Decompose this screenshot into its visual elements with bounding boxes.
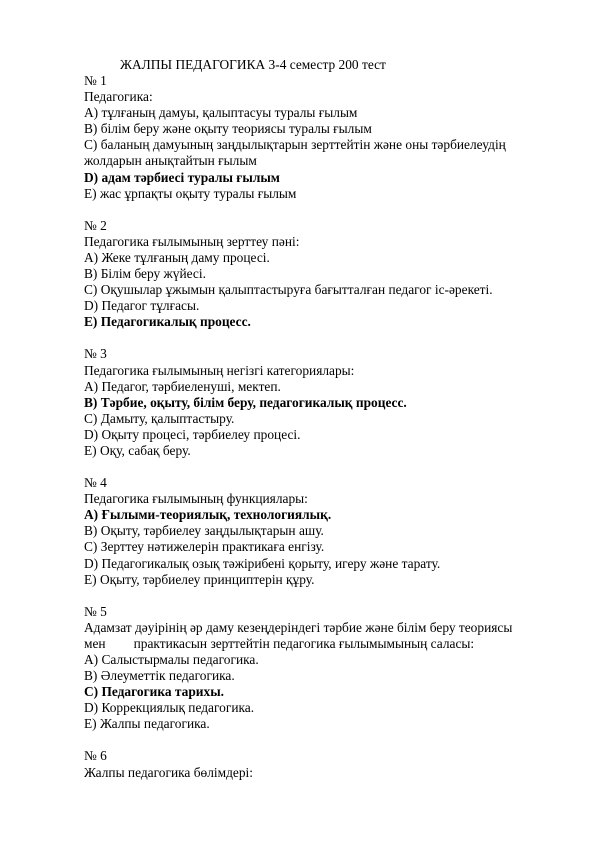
question-text-line-2 <box>84 636 554 652</box>
question-2 <box>84 218 554 331</box>
answer-option-a-correct: A) Ғылыми-теориялық, технологиялық. <box>84 507 332 523</box>
answer-option-a: A) тұлғаның дамуы, қалыптасуы туралы ғылым <box>84 105 358 121</box>
question-number: № 1 <box>84 73 107 88</box>
document-title: ЖАЛПЫ ПЕДАГОГИКА 3-4 семестр 200 тест <box>120 57 386 72</box>
question-text: Педагогика ғылымының функциялары: <box>84 491 308 507</box>
answer-option-a: A) Жеке тұлғаның даму процесі. <box>84 249 270 265</box>
test-questions <box>84 73 554 781</box>
answer-option-a: A) Педагог, тәрбиеленуші, мектеп. <box>84 378 281 394</box>
question-text-line-1: Адамзат дәуірінің әр даму кезеңдеріндегі тәрбие және білім беру теориясы <box>84 619 513 635</box>
answer-option-d: D) Педагогикалық озық тәжірибені қорыту, игеру және тарату. <box>84 555 441 571</box>
answer-option-b: B) Оқыту, тәрбиелеу заңдылықтарын ашу. <box>84 523 324 539</box>
question-text: Жалпы педагогика бөлімдері: <box>84 764 253 780</box>
spacer <box>84 732 554 748</box>
spacer <box>84 588 554 604</box>
question-5 <box>84 604 554 733</box>
answer-option-c: C) Дамыту, қалыптастыру. <box>84 410 235 426</box>
question-number: № 5 <box>84 603 107 619</box>
answer-option-c: C) Зерттеу нәтижелерін практикаға енгізу. <box>84 539 325 555</box>
answer-option-e: E) Оқыту, тәрбиелеу принциптерін құру. <box>84 571 315 587</box>
answer-option-d: D) Педагог тұлғасы. <box>84 298 200 314</box>
answer-option-b: B) Білім беру жүйесі. <box>84 266 206 282</box>
spacer <box>84 202 554 218</box>
question-text: Педагогика ғылымының негізгі категориялары: <box>84 362 355 378</box>
question-text-fragment: мен <box>84 635 106 651</box>
question-6 <box>84 748 554 780</box>
answer-option-b: B) Әлеуметтік педагогика. <box>84 668 235 684</box>
answer-option-e: E) Жалпы педагогика. <box>84 716 210 732</box>
question-3 <box>84 346 554 459</box>
question-text: Педагогика ғылымының зерттеу пәні: <box>84 233 300 249</box>
answer-option-e: E) Оқу, сабақ беру. <box>84 442 191 458</box>
answer-option-e-correct: E) Педагогикалық процесс. <box>84 314 251 330</box>
question-1 <box>84 73 554 202</box>
spacer <box>84 459 554 475</box>
question-4 <box>84 475 554 588</box>
question-number: № 4 <box>84 475 107 491</box>
answer-option-d-correct: D) адам тәрбиесі туралы ғылым <box>84 169 280 185</box>
answer-option-c: C) Оқушылар ұжымын қалыптастыруға бағытталған педагог іс-әрекеті. <box>84 282 493 298</box>
spacer <box>84 330 554 346</box>
question-text: Педагогика: <box>84 89 153 105</box>
answer-option-b: B) білім беру және оқыту теориясы туралы ғылым <box>84 121 372 137</box>
answer-option-c: C) баланың дамуының заңдылықтарын зерттейтін және оны тәрбиелеудің жолдарын анықтайтын ғылым <box>84 137 506 169</box>
question-number: № 3 <box>84 346 107 362</box>
answer-option-b-correct: B) Тәрбие, оқыту, білім беру, педагогикалық процесс. <box>84 394 407 410</box>
question-number: № 6 <box>84 748 107 764</box>
question-number: № 2 <box>84 217 107 233</box>
question-text-fragment: практикасын зерттейтін педагогика ғылымымының саласы: <box>133 635 475 651</box>
answer-option-a: A) Салыстырмалы педагогика. <box>84 652 259 667</box>
answer-option-c-correct: C) Педагогика тарихы. <box>84 684 225 700</box>
answer-option-d: D) Коррекциялық педагогика. <box>84 700 255 716</box>
answer-option-e: E) жас ұрпақты оқыту туралы ғылым <box>84 185 297 201</box>
answer-option-d: D) Оқыту процесі, тәрбиелеу процесі. <box>84 426 301 442</box>
